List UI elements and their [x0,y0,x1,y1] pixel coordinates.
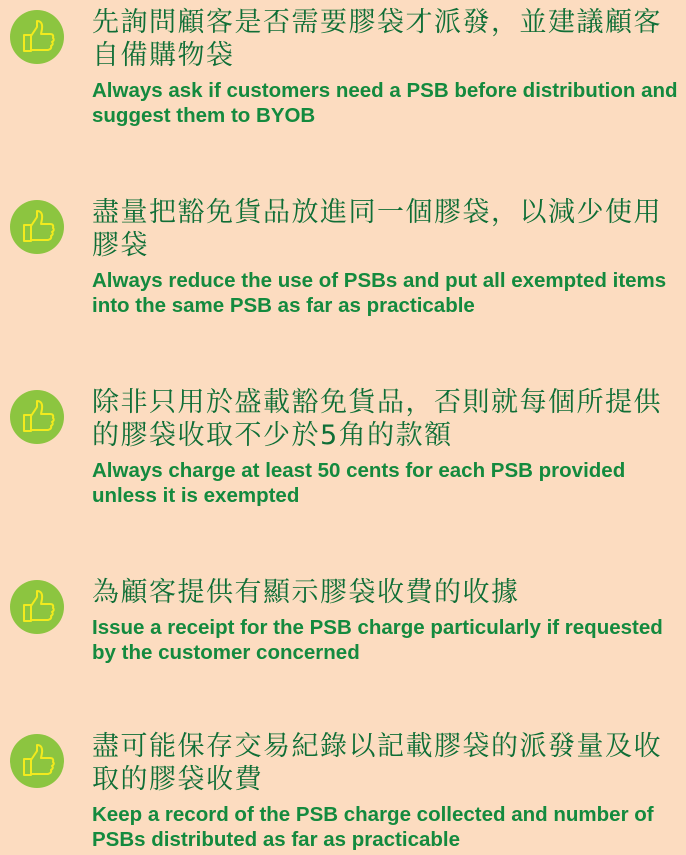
guideline-english-text: Keep a record of the PSB charge collected and number of PSBs distributed as far as practicable [92,803,654,851]
guideline-english-text: Always charge at least 50 cents for each PSB provided unless it is exempted [92,459,626,507]
thumbs-up-icon [10,580,64,634]
guideline-text [92,6,680,128]
guideline-chinese-text: 盡可能保存交易紀錄以記載膠袋的派發量及收取的膠袋收費 [92,731,662,795]
guideline-text [92,730,680,852]
guideline-text [92,196,680,318]
guideline-chinese-text: 盡量把豁免貨品放進同一個膠袋，以減少使用膠袋 [92,197,662,261]
thumbs-up-icon [10,10,64,64]
thumbs-up-icon [10,734,64,788]
guideline-english-text: Issue a receipt for the PSB charge particularly if requested by the customer concerned [92,616,663,664]
thumbs-up-icon [10,200,64,254]
guideline-text [92,386,680,508]
guideline-chinese-text: 先詢問顧客是否需要膠袋才派發，並建議顧客自備購物袋 [92,7,662,71]
guideline-chinese-text: 為顧客提供有顯示膠袋收費的收據 [92,577,520,608]
thumbs-up-icon [10,390,64,444]
guideline-english-text: Always ask if customers need a PSB before distribution and suggest them to BYOB [92,79,678,127]
guideline-chinese-text: 除非只用於盛載豁免貨品，否則就每個所提供的膠袋收取不少於5角的款額 [92,387,662,451]
guideline-english-text: Always reduce the use of PSBs and put all exempted items into the same PSB as far as practicable [92,269,667,317]
guideline-text [92,576,680,665]
